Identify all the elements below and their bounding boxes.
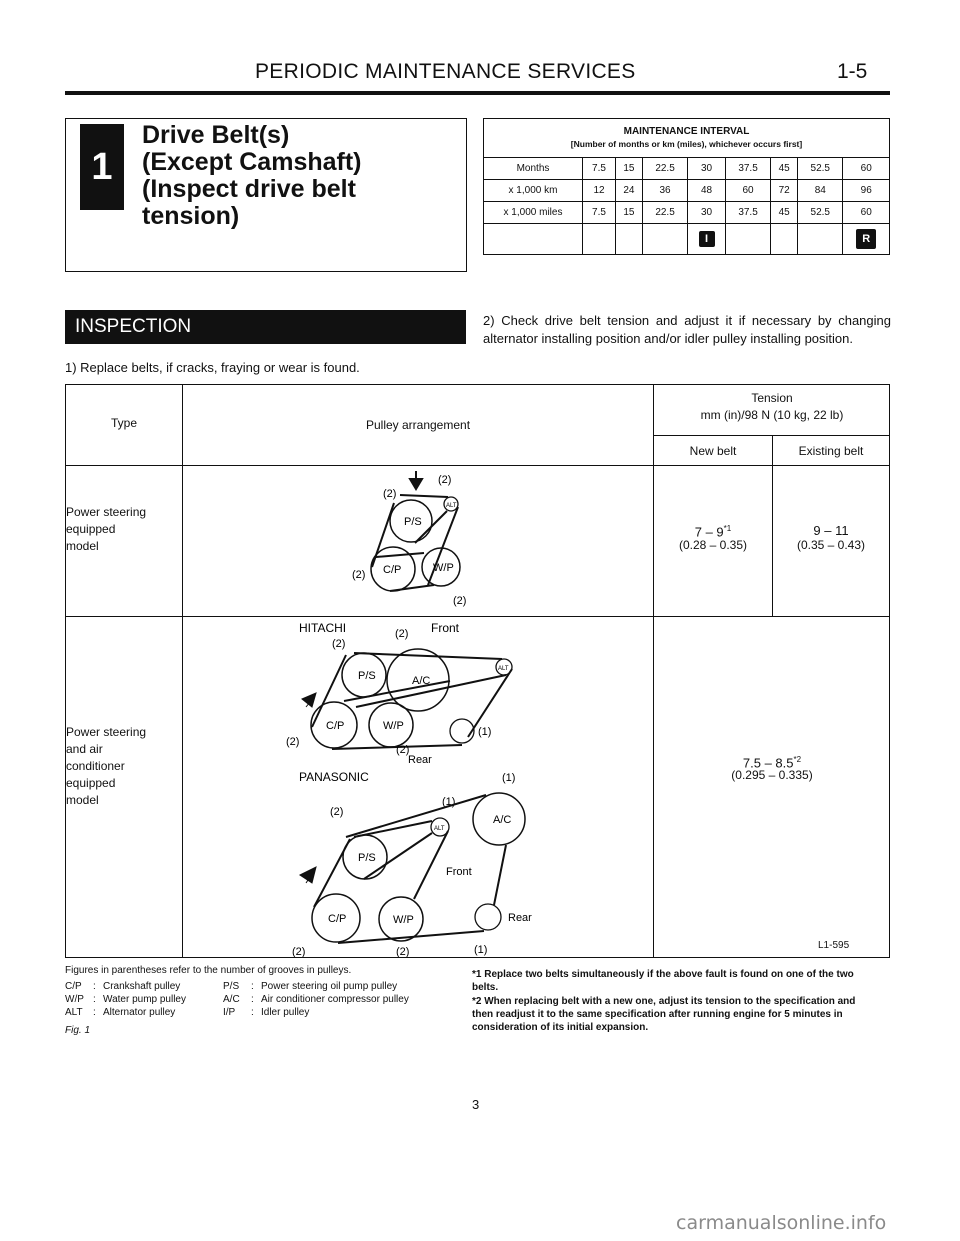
- wp-label: W/P: [433, 562, 454, 574]
- interval-cell: [798, 224, 843, 255]
- interval-cell: 7.5: [583, 202, 616, 224]
- interval-cell: 60: [843, 158, 890, 180]
- interval-cell: 60: [725, 180, 770, 202]
- footnote-ref: *1: [723, 524, 732, 533]
- legend-desc: Alternator pulley: [103, 1007, 176, 1018]
- legend-sep: :: [251, 994, 254, 1005]
- maintenance-title: MAINTENANCE INTERVAL: [623, 126, 750, 137]
- groove-label: (2): [395, 628, 409, 640]
- row-label: x 1,000 km: [484, 180, 583, 202]
- page-number: 3: [472, 1097, 480, 1112]
- ac-label: A/C: [493, 814, 512, 826]
- rotation-arrow-icon: [302, 693, 316, 707]
- legend-sep: :: [93, 994, 96, 1005]
- type-line: Power steering: [66, 725, 147, 739]
- footnote-grooves: Figures in parentheses refer to the number of grooves in pulleys.: [65, 965, 352, 976]
- legend-sep: :: [93, 981, 96, 992]
- groove-label: (2): [383, 488, 397, 500]
- alt-label: ALT: [446, 503, 457, 509]
- interval-cell: 15: [616, 158, 643, 180]
- column-header-existing-belt: Existing belt: [798, 444, 864, 458]
- replace-mark: R: [856, 229, 876, 249]
- interval-cell: 45: [771, 158, 798, 180]
- interval-cell: [616, 224, 643, 255]
- legend-sep: :: [251, 1007, 254, 1018]
- interval-cell: 52.5: [798, 202, 843, 224]
- table-divider: [653, 435, 889, 436]
- interval-cell: [725, 224, 770, 255]
- groove-label: (2): [292, 946, 306, 957]
- row-label: [484, 224, 583, 255]
- table-divider: [66, 465, 889, 466]
- ac-label: A/C: [412, 675, 431, 687]
- type-line: conditioner: [66, 759, 125, 773]
- groove-label: (2): [396, 744, 410, 756]
- interval-cell: 7.5: [583, 158, 616, 180]
- cp-label: C/P: [326, 720, 345, 732]
- interval-cell: 84: [798, 180, 843, 202]
- footnote-ref: *2: [793, 755, 802, 764]
- interval-cell: [688, 224, 726, 255]
- ps-label: P/S: [404, 516, 422, 528]
- row2-tension-in: (0.295 – 0.335): [731, 768, 813, 782]
- rear-label: Rear: [408, 754, 432, 766]
- section-title-line: (Inspect drive belt: [142, 175, 356, 203]
- type-line: equipped: [66, 776, 116, 790]
- row1-new-belt-in: (0.28 – 0.35): [678, 538, 748, 552]
- footnote-1: *1 Replace two belts simultaneously if the above fault is found on one of the two belts.: [472, 969, 854, 993]
- legend-desc: Power steering oil pump pulley: [261, 981, 398, 992]
- interval-cell: 72: [771, 180, 798, 202]
- cp-label: C/P: [328, 913, 347, 925]
- legend-desc: Crankshaft pulley: [103, 981, 181, 992]
- row-label: Months: [484, 158, 583, 180]
- legend-abbr: ALT: [65, 1007, 83, 1018]
- row-label: x 1,000 miles: [484, 202, 583, 224]
- row1-existing-belt-in: (0.35 – 0.43): [796, 538, 866, 552]
- type-line: equipped: [66, 522, 116, 536]
- wp-label: W/P: [393, 914, 414, 926]
- interval-cell: 22.5: [642, 158, 687, 180]
- legend-desc: Water pump pulley: [103, 994, 186, 1005]
- watermark: carmanualsonline.info: [676, 1212, 887, 1234]
- maintenance-row-marks: [484, 224, 890, 255]
- legend-abbr: P/S: [223, 981, 240, 992]
- belt-tension-table: [65, 384, 890, 958]
- front-label: Front: [431, 621, 460, 635]
- interval-cell: 36: [642, 180, 687, 202]
- header-rule: [65, 91, 890, 95]
- table-divider: [653, 385, 654, 957]
- figure-code: L1-595: [818, 940, 850, 951]
- panasonic-label: PANASONIC: [299, 770, 369, 784]
- column-header-type: Type: [110, 416, 137, 430]
- interval-cell: 15: [616, 202, 643, 224]
- pulley-diagram-hitachi: [246, 617, 566, 767]
- inspection-step-1: 1) Replace belts, if cracks, fraying or wear is found.: [65, 360, 360, 375]
- legend-row: [65, 980, 397, 993]
- interval-cell: 22.5: [642, 202, 687, 224]
- maintenance-subtitle: [Number of months or km (miles), whichever occurs first]: [570, 139, 803, 149]
- idler-pulley: [450, 719, 474, 743]
- groove-label: (2): [453, 595, 467, 607]
- ps-label: P/S: [358, 670, 376, 682]
- inspection-step-2: 2) Check drive belt tension and adjust it if necessary by changing alternator installing position and/or idler pulley installing position.: [483, 313, 891, 346]
- inspection-heading: INSPECTION: [65, 310, 466, 344]
- column-header-tension-units: mm (in)/98 N (10 kg, 22 lb): [700, 408, 844, 422]
- legend-sep: :: [93, 1007, 96, 1018]
- maintenance-row-km: [484, 180, 890, 202]
- type-line: and air: [66, 742, 103, 756]
- interval-cell: 30: [688, 202, 726, 224]
- maintenance-header: [484, 119, 890, 158]
- groove-label: (1): [442, 796, 456, 808]
- section-number-badge: 1: [80, 124, 124, 210]
- interval-cell: 60: [843, 202, 890, 224]
- column-header-new-belt: New belt: [689, 444, 737, 458]
- groove-label: (2): [332, 638, 346, 650]
- interval-cell: 24: [616, 180, 643, 202]
- rotation-arrow-icon: [410, 471, 422, 489]
- page-section-ref: 1-5: [837, 60, 868, 83]
- legend-abbr: W/P: [65, 994, 84, 1005]
- row1-existing-belt: 9 – 11: [813, 523, 849, 538]
- legend-row: [65, 993, 409, 1006]
- groove-label: (2): [352, 569, 366, 581]
- ps-label: P/S: [358, 852, 376, 864]
- groove-label: (2): [438, 474, 452, 486]
- interval-cell: 45: [771, 202, 798, 224]
- interval-cell: 52.5: [798, 158, 843, 180]
- section-title: [142, 122, 462, 230]
- type-line: model: [66, 793, 99, 807]
- groove-label: (1): [502, 772, 516, 784]
- interval-cell: 30: [688, 158, 726, 180]
- legend-sep: :: [251, 981, 254, 992]
- section-title-line: tension): [142, 202, 240, 230]
- column-header-pulley: Pulley arrangement: [365, 418, 471, 432]
- column-header-tension: Tension: [751, 391, 793, 405]
- type-line: Power steering: [66, 505, 147, 519]
- legend-abbr: I/P: [223, 1007, 236, 1018]
- inspect-mark: I: [699, 231, 715, 247]
- row1-type: [66, 504, 178, 555]
- interval-cell: 37.5: [725, 158, 770, 180]
- cp-label: C/P: [383, 564, 402, 576]
- alt-label: ALT: [434, 826, 445, 832]
- new-belt-value: 7 – 9: [694, 524, 724, 540]
- legend-abbr: A/C: [223, 994, 240, 1005]
- section-title-line: Drive Belt(s): [142, 121, 290, 149]
- groove-label: (1): [478, 726, 492, 738]
- interval-cell: 48: [688, 180, 726, 202]
- legend-row: [65, 1006, 309, 1019]
- idler-pulley: [475, 904, 501, 930]
- interval-cell: 12: [583, 180, 616, 202]
- groove-label: (2): [330, 806, 344, 818]
- table-divider: [182, 385, 183, 957]
- maintenance-interval-table: [483, 118, 890, 255]
- interval-cell: 96: [843, 180, 890, 202]
- belt-path: [372, 495, 458, 591]
- rotation-arrow-icon: [300, 867, 316, 883]
- interval-cell: [583, 224, 616, 255]
- interval-cell: [642, 224, 687, 255]
- groove-label: (1): [474, 944, 488, 956]
- type-line: model: [66, 539, 99, 553]
- maintenance-row-miles: [484, 202, 890, 224]
- legend-desc: Air conditioner compressor pulley: [261, 994, 409, 1005]
- tension-value: 7.5 – 8.5: [742, 755, 794, 771]
- interval-cell: [771, 224, 798, 255]
- rear-label: Rear: [508, 912, 532, 924]
- groove-label: (2): [396, 946, 410, 957]
- alt-label: ALT: [498, 666, 509, 672]
- pulley-diagram-panasonic: [246, 767, 566, 957]
- interval-cell: [843, 224, 890, 255]
- footnote-2: *2 When replacing belt with a new one, adjust its tension to the specification and then readjust it to the same specification after running engine for 5 minutes in consideration of its initial expansion.: [472, 996, 856, 1033]
- legend-desc: Idler pulley: [261, 1007, 310, 1018]
- hitachi-label: HITACHI: [299, 621, 347, 635]
- front-label: Front: [446, 866, 472, 878]
- legend-abbr: C/P: [65, 981, 82, 992]
- maintenance-row-months: [484, 158, 890, 180]
- pulley-diagram-ps: [316, 467, 536, 617]
- groove-label: (2): [286, 736, 300, 748]
- wp-label: W/P: [383, 720, 404, 732]
- figure-label: Fig. 1: [65, 1025, 91, 1036]
- row2-type: [66, 724, 178, 809]
- page-header-title: PERIODIC MAINTENANCE SERVICES: [255, 60, 636, 83]
- section-title-line: (Except Camshaft): [142, 148, 362, 176]
- interval-cell: 37.5: [725, 202, 770, 224]
